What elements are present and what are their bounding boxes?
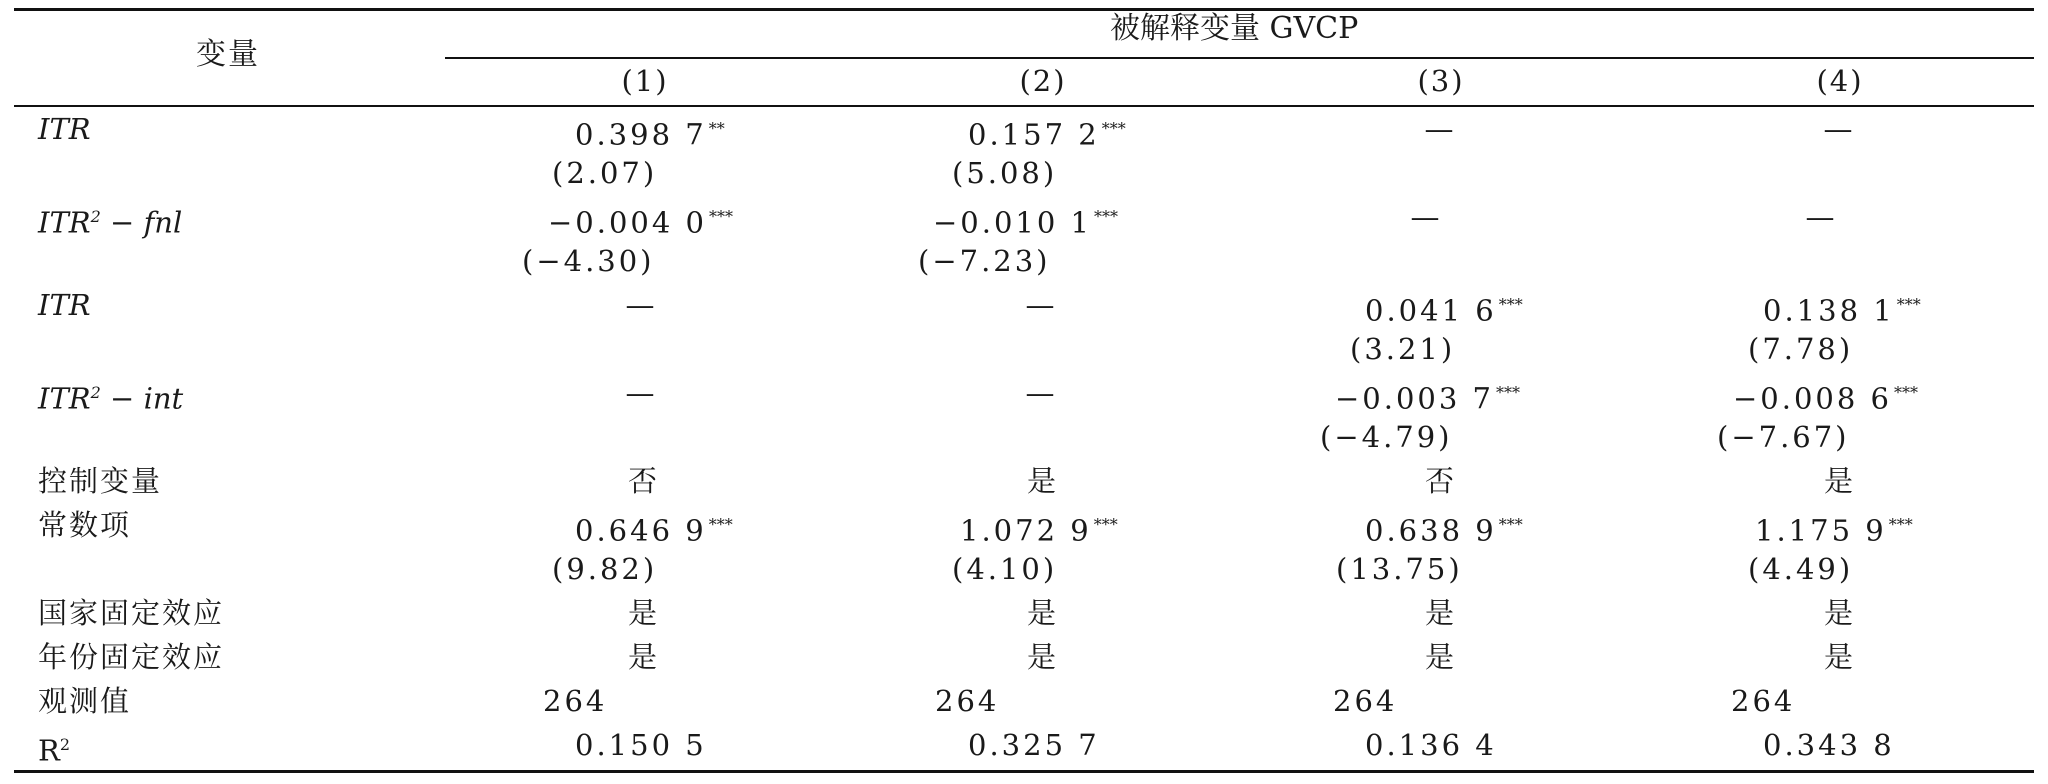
year-fe-2: 是 <box>1027 640 1057 674</box>
country-fe-1: 是 <box>628 596 658 630</box>
year-fe-4: 是 <box>1824 640 1854 674</box>
country-fe-3: 是 <box>1425 596 1455 630</box>
observations-2: 264 <box>935 684 1000 718</box>
row-label-observations: 观测值 <box>38 684 132 718</box>
tstat-itr2-int-3: (−4.79) <box>1320 420 1453 454</box>
coef-itr-fnl-2: 0.157 2 *** <box>968 117 1126 152</box>
coef-itr-int-2: — <box>1025 288 1055 322</box>
country-fe-2: 是 <box>1027 596 1057 630</box>
coef-itr-fnl-4: — <box>1823 112 1853 146</box>
coef-itr2-fnl-2: −0.010 1 *** <box>933 205 1118 240</box>
r2-3: 0.136 4 <box>1365 728 1497 762</box>
controls-2: 是 <box>1027 464 1057 498</box>
column-header-4: (4) <box>1816 64 1864 98</box>
tstat-constant-4: (4.49) <box>1748 552 1854 586</box>
observations-1: 264 <box>543 684 608 718</box>
coef-itr2-int-4: −0.008 6 *** <box>1733 381 1918 416</box>
header-bottom-rule <box>14 105 2034 107</box>
controls-1: 否 <box>628 464 658 498</box>
coef-constant-2: 1.072 9 *** <box>960 513 1118 548</box>
table-top-rule <box>14 8 2034 11</box>
coef-itr-int-3: 0.041 6 *** <box>1365 293 1523 328</box>
coef-itr-fnl-3: — <box>1424 112 1454 146</box>
coef-itr2-fnl-3: — <box>1410 200 1440 234</box>
coef-constant-4: 1.175 9 *** <box>1755 513 1913 548</box>
header-sub-rule <box>445 57 2034 59</box>
row-label-year-fe: 年份固定效应 <box>38 640 225 674</box>
coef-itr2-int-3: −0.003 7 *** <box>1335 381 1520 416</box>
tstat-itr2-int-4: (−7.67) <box>1717 420 1850 454</box>
row-label-itr-fnl: ITR <box>38 112 91 146</box>
row-label-country-fe: 国家固定效应 <box>38 596 225 630</box>
tstat-itr2-fnl-2: (−7.23) <box>918 244 1051 278</box>
tstat-itr-int-3: (3.21) <box>1350 332 1456 366</box>
tstat-constant-1: (9.82) <box>552 552 658 586</box>
tstat-itr2-fnl-1: (−4.30) <box>522 244 655 278</box>
column-header-1: (1) <box>621 64 669 98</box>
coef-constant-1: 0.646 9 *** <box>575 513 733 548</box>
coef-constant-3: 0.638 9 *** <box>1365 513 1523 548</box>
header-dependent-label: 被解释变量 GVCP <box>1110 11 1359 46</box>
coef-itr-fnl-1: 0.398 7 ** <box>575 117 725 152</box>
year-fe-3: 是 <box>1425 640 1455 674</box>
coef-itr-int-4: 0.138 1 *** <box>1763 293 1921 328</box>
coef-itr2-fnl-1: −0.004 0 *** <box>548 205 733 240</box>
row-label-r2: $R^2$ <box>38 733 71 768</box>
tstat-constant-3: (13.75) <box>1336 552 1463 586</box>
controls-4: 是 <box>1824 464 1854 498</box>
column-header-2: (2) <box>1019 64 1067 98</box>
coef-itr2-fnl-4: — <box>1805 200 1835 234</box>
observations-3: 264 <box>1333 684 1398 718</box>
r2-4: 0.343 8 <box>1763 728 1895 762</box>
row-label-itr-int: ITR <box>38 288 91 322</box>
tstat-itr-fnl-2: (5.08) <box>952 156 1058 190</box>
table-bottom-rule <box>14 770 2034 773</box>
row-label-itr2-fnl: $ITR^2$ − fnl <box>38 205 183 240</box>
tstat-constant-2: (4.10) <box>952 552 1058 586</box>
year-fe-1: 是 <box>628 640 658 674</box>
column-header-3: (3) <box>1417 64 1465 98</box>
row-label-itr2-int: $ITR^2$ − int <box>38 381 184 416</box>
r2-2: 0.325 7 <box>968 728 1100 762</box>
country-fe-4: 是 <box>1824 596 1854 630</box>
row-label-constant: 常数项 <box>38 508 132 542</box>
observations-4: 264 <box>1731 684 1796 718</box>
r2-1: 0.150 5 <box>575 728 707 762</box>
header-variable-label: 变量 <box>196 37 260 72</box>
controls-3: 否 <box>1425 464 1455 498</box>
coef-itr2-int-2: — <box>1025 376 1055 410</box>
coef-itr-int-1: — <box>625 288 655 322</box>
coef-itr2-int-1: — <box>625 376 655 410</box>
tstat-itr-int-4: (7.78) <box>1748 332 1854 366</box>
row-label-controls: 控制变量 <box>38 464 163 498</box>
tstat-itr-fnl-1: (2.07) <box>552 156 658 190</box>
